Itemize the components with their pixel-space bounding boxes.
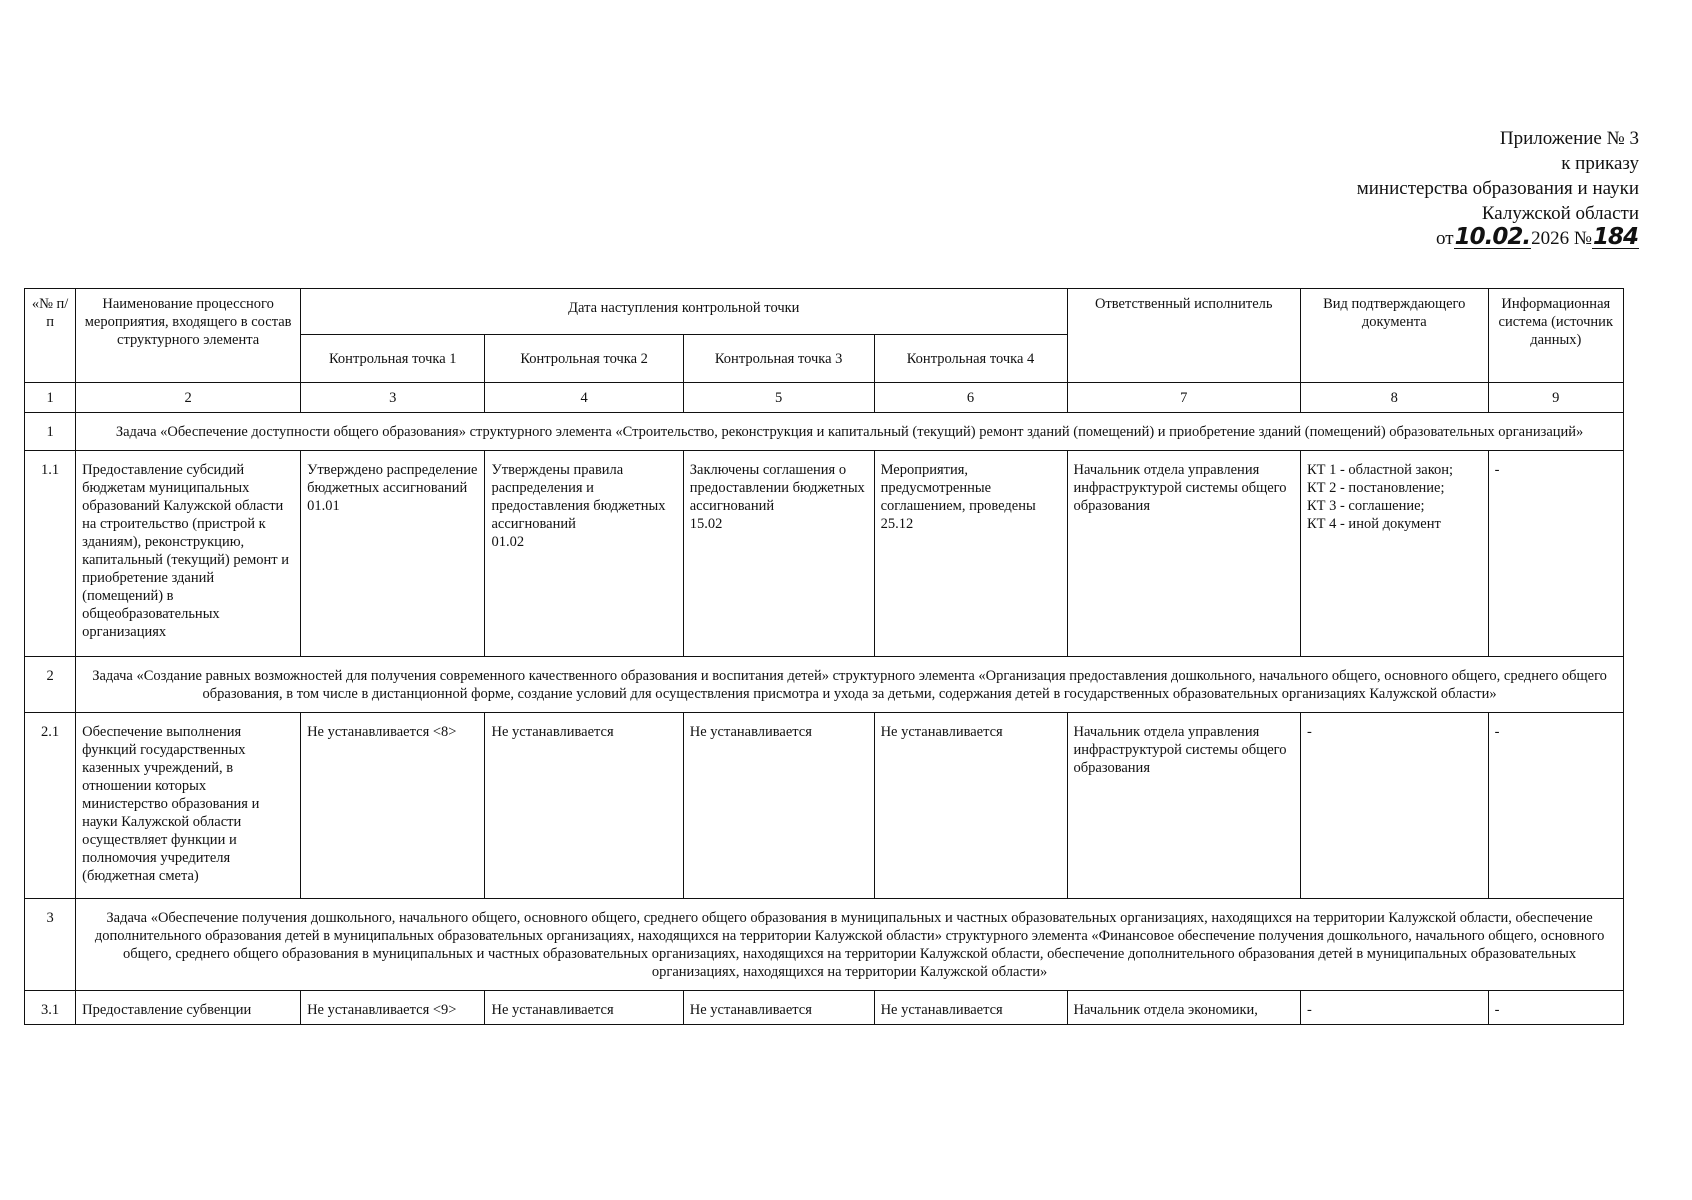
appendix-ministry: министерства образования и науки xyxy=(1356,178,1639,199)
header-num: «№ п/п xyxy=(25,289,76,383)
table-row xyxy=(25,991,1624,1025)
info-system-value: - xyxy=(1488,991,1623,1025)
number-prefix: № xyxy=(1573,228,1592,249)
kt4-value: Мероприятия, предусмотренные соглашением, проведены 25.12 xyxy=(874,451,1067,657)
column-number: 8 xyxy=(1300,383,1488,413)
appendix-title: Приложение № 3 xyxy=(1499,128,1639,149)
measure-name: Предоставление субсидий бюджетам муниципальных образований Калужской области на строительство (пристрой к зданиям), реконструкцию, капитальный (текущий) ремонт и приобретение зданий (помещений) в общеобразовательных организациях xyxy=(76,451,301,657)
column-number: 3 xyxy=(301,383,485,413)
measure-name: Обеспечение выполнения функций государственных казенных учреждений, в отношении которых министерство образования и науки Калужской области осуществляет функции и полномочия учредителя (бюджетная смета) xyxy=(76,713,301,899)
kt3-value: Не устанавливается xyxy=(683,713,874,899)
appendix-order-ref: к приказу xyxy=(1561,153,1639,174)
column-number: 6 xyxy=(874,383,1067,413)
header-kt2: Контрольная точка 2 xyxy=(485,335,683,383)
handwritten-date: 10.02. xyxy=(1454,224,1531,250)
appendix-region: Калужской области xyxy=(1481,203,1639,224)
row-number: 2.1 xyxy=(25,713,76,899)
task-text: Задача «Обеспечение получения дошкольного, начального общего, основного общего, среднего общего образования в муниципальных и частных образовательных организациях, находящихся на территории Калужской области, обеспечение дополнительного образования детей в муниципальных образовательных организациях, находящихся на территории Калужской области» структурного элемента «Финансовое обеспечение получения дошкольного, начального общего, основного общего, среднего общего образования в муниципальных и частных образовательных организациях, находящихся на территории Калужской области, обеспечение дополнительного образования детей в муниципальных образовательных организациях, находящихся на территории Калужской области» xyxy=(76,899,1624,991)
header-name: Наименование процессного мероприятия, входящего в состав структурного элемента xyxy=(76,289,301,383)
table-row xyxy=(25,713,1624,899)
task-number: 1 xyxy=(25,413,76,451)
kt3-value: Заключены соглашения о предоставлении бюджетных ассигнований 15.02 xyxy=(683,451,874,657)
date-year: 2026 xyxy=(1531,228,1570,249)
task-text: Задача «Создание равных возможностей для получения современного качественного образования и воспитания детей» структурного элемента «Организация предоставления дошкольного, начального общего, основного общего, среднего общего образования, в том числе в дистанционной форме, создание условий для осуществления присмотра и ухода за детьми, содержания детей в государственных образовательных организациях Калужской области» xyxy=(76,657,1624,713)
task-text: Задача «Обеспечение доступности общего образования» структурного элемента «Строительство, реконструкция и капитальный (текущий) ремонт зданий (помещений) и приобретение зданий (помещений) образовательных организаций» xyxy=(76,413,1624,451)
doc-type-value: КТ 1 - областной закон; КТ 2 - постановление; КТ 3 - соглашение; КТ 4 - иной документ xyxy=(1300,451,1488,657)
header-date-group: Дата наступления контрольной точки xyxy=(301,289,1067,335)
row-number: 1.1 xyxy=(25,451,76,657)
header-info-system: Информационная система (источник данных) xyxy=(1488,289,1623,383)
kt4-value: Не устанавливается xyxy=(874,991,1067,1025)
responsible-value: Начальник отдела управления инфраструктурой системы общего образования xyxy=(1067,713,1300,899)
task-number: 2 xyxy=(25,657,76,713)
responsible-value: Начальник отдела управления инфраструктурой системы общего образования xyxy=(1067,451,1300,657)
measure-name: Предоставление субвенции xyxy=(76,991,301,1025)
kt2-value: Не устанавливается xyxy=(485,713,683,899)
kt1-value: Утверждено распределение бюджетных ассигнований 01.01 xyxy=(301,451,485,657)
header-kt1: Контрольная точка 1 xyxy=(301,335,485,383)
task-row xyxy=(25,413,1624,451)
doc-type-value: - xyxy=(1300,713,1488,899)
task-number: 3 xyxy=(25,899,76,991)
column-number: 5 xyxy=(683,383,874,413)
kt1-value: Не устанавливается <8> xyxy=(301,713,485,899)
column-number: 1 xyxy=(25,383,76,413)
control-points-table xyxy=(24,288,1624,1025)
kt2-value: Утверждены правила распределения и предоставления бюджетных ассигнований 01.02 xyxy=(485,451,683,657)
column-number: 4 xyxy=(485,383,683,413)
responsible-value: Начальник отдела экономики, xyxy=(1067,991,1300,1025)
header-responsible: Ответственный исполнитель xyxy=(1067,289,1300,383)
task-row xyxy=(25,657,1624,713)
kt2-value: Не устанавливается xyxy=(485,991,683,1025)
header-row-1 xyxy=(25,289,1624,335)
doc-type-value: - xyxy=(1300,991,1488,1025)
kt4-value: Не устанавливается xyxy=(874,713,1067,899)
kt3-value: Не устанавливается xyxy=(683,991,874,1025)
info-system-value: - xyxy=(1488,713,1623,899)
header-kt4: Контрольная точка 4 xyxy=(874,335,1067,383)
column-number: 7 xyxy=(1067,383,1300,413)
date-prefix: от xyxy=(1436,228,1454,249)
table-row xyxy=(25,451,1624,657)
header-doc-type: Вид подтверждающего документа xyxy=(1300,289,1488,383)
kt1-value: Не устанавливается <9> xyxy=(301,991,485,1025)
column-numbers-row xyxy=(25,383,1624,413)
handwritten-number: 184 xyxy=(1592,224,1638,250)
appendix-header xyxy=(1357,126,1639,251)
header-kt3: Контрольная точка 3 xyxy=(683,335,874,383)
column-number: 2 xyxy=(76,383,301,413)
column-number: 9 xyxy=(1488,383,1623,413)
task-row xyxy=(25,899,1624,991)
info-system-value: - xyxy=(1488,451,1623,657)
row-number: 3.1 xyxy=(25,991,76,1025)
appendix-date-line xyxy=(1357,226,1639,251)
